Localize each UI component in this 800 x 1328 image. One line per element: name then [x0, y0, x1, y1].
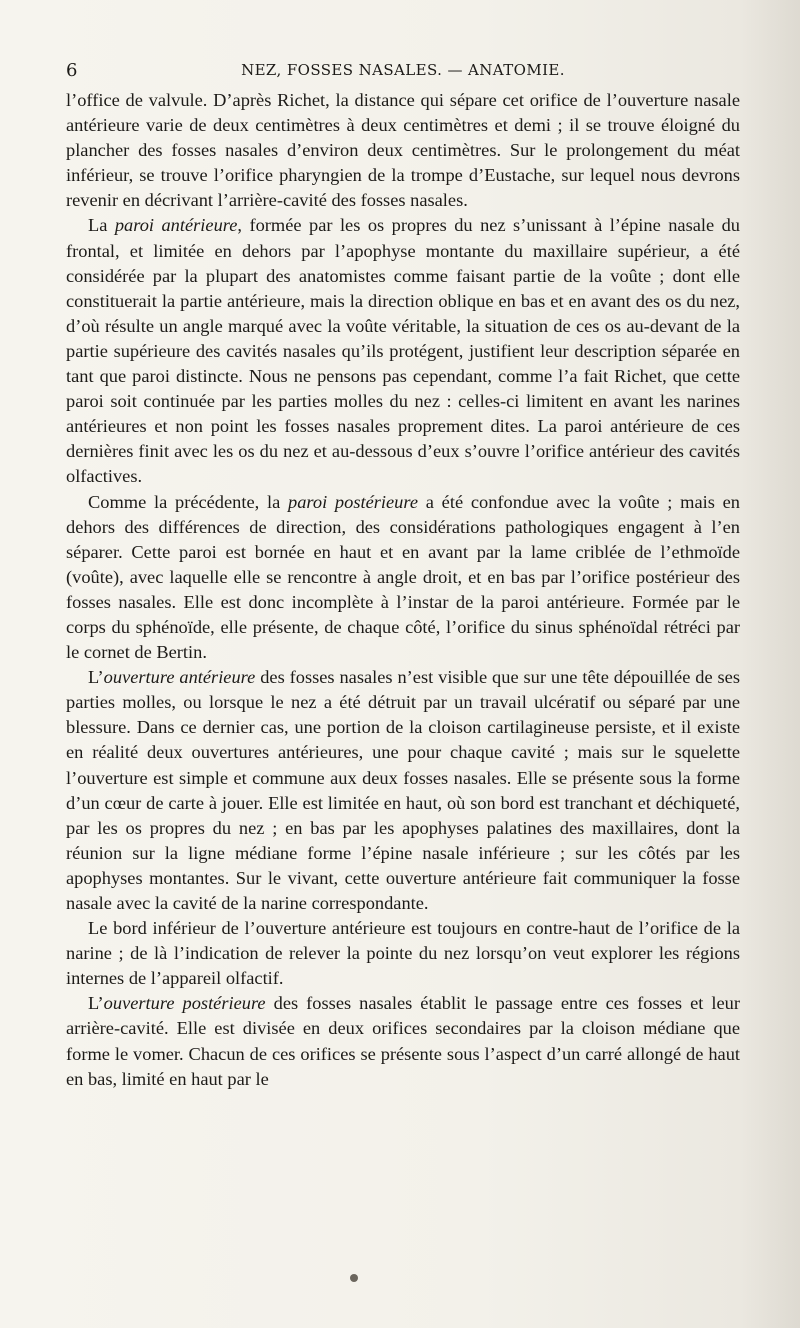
- text-segment: des fosses nasales établit le passage entre ces fosses et leur arrière-cavité. Elle est divisée en deux orifices secondaires par la cloison médiane que forme le vomer. Chacun de ces orifices se présente sous l’aspect d’un carré allongé de haut en bas, limité en haut par le: [66, 993, 741, 1089]
- italic-term: paroi antérieure: [114, 215, 238, 236]
- text-segment: Le bord inférieur de l’ouverture antérieure est toujours en contre-haut de l’orifice de la narine ; de là l’indication de relever la pointe du nez lorsqu’on veut explorer les régions internes de l’appareil olfactif.: [66, 918, 740, 989]
- text-segment: La: [88, 215, 115, 236]
- paragraph-ouverture-posterieure: [66, 991, 740, 1091]
- italic-term: paroi postérieure: [288, 491, 419, 512]
- paragraph-ouverture-anterieure: [66, 665, 740, 916]
- paragraph-1: [66, 88, 740, 213]
- text-segment: l’office de valvule. D’après Richet, la distance qui sépare cet orifice de l’ouverture nasale antérieure varie de deux centimètres à deux centimètres et demi ; il se trouve éloigné du plancher des fosses nasales d’environ deux centimètres. Sur le prolongement du méat inférieur, se trouve l’orifice pharyngien de la trompe d’Eustache, sur lequel nous devrons revenir en décrivant l’arrière-cavité des fosses nasales.: [66, 90, 740, 211]
- paragraph-bord-inferieur: [66, 916, 740, 991]
- running-title: NEZ, FOSSES NASALES. — ANATOMIE.: [241, 61, 565, 79]
- paragraph-paroi-anterieure: [66, 213, 740, 489]
- page-header: [66, 60, 740, 82]
- italic-term: ouverture postérieure: [103, 993, 266, 1014]
- text-segment: des fosses nasales n’est visible que sur une tête dépouillée de ses parties molles, ou lorsque le nez a été détruit par un travail ulcératif ou séparé par une blessure. Dans ce dernier cas, une portion de la cloison cartilagineuse persiste, et il existe en réalité deux ouvertures antérieures, une pour chaque cavité ; mais sur le squelette l’ouverture est simple et commune aux deux fosses nasales. Elle se présente sous la forme d’un cœur de carte à jouer. Elle est limitée en haut, où son bord est tranchant et déchiqueté, par les os propres du nez ; en bas par les apophyses palatines des maxillaires, dont la réunion sur la ligne médiane forme l’épine nasale inférieure ; sur les côtés par les apophyses montantes. Sur le vivant, cette ouverture antérieure fait communiquer la fosse nasale avec la cavité de la narine correspondante.: [66, 667, 740, 913]
- text-segment: , formée par les os propres du nez s’unissant à l’épine nasale du frontal, et limitée en dehors par l’apophyse montante du maxillaire supérieur, a été considérée par la plupart des anatomistes comme faisant partie de la voûte ; dont elle constituerait la partie antérieure, mais la direction oblique en bas et en avant des os du nez, d’où résulte un angle marqué avec la voûte véritable, la situation de ces os au-devant de la partie supérieure des cavités nasales qu’ils protégent, justifient leur description séparée en tant que paroi distincte. Nous ne pensons pas cependant, comme l’a fait Richet, que cette paroi soit continuée par les parties molles du nez : celles-ci limitent en avant les narines antérieures et non point les fosses nasales proprement dites. La paroi antérieure de ces dernières finit avec les os du nez et au-dessous d’eux s’ouvre l’orifice antérieur des cavités olfactives.: [66, 215, 741, 487]
- ink-speck: [350, 1274, 358, 1282]
- body-text: [66, 88, 740, 1092]
- text-segment: L’: [88, 667, 104, 688]
- page-number: 6: [66, 60, 78, 81]
- text-segment: Comme la précédente, la: [88, 491, 289, 512]
- paragraph-paroi-posterieure: [66, 490, 740, 666]
- text-segment: a été confondue avec la voûte ; mais en dehors des différences de direction, des considérations pathologiques engagent à l’en séparer. Cette paroi est bornée en haut et en avant par la lame criblée de l’ethmoïde (voûte), avec laquelle elle se rencontre à angle droit, et en bas par l’orifice postérieur des fosses nasales. Elle est donc incomplète à l’instar de la paroi antérieure. Formée par le corps du sphénoïde, elle présente, de chaque côté, l’orifice du sinus sphénoïdal rétréci par le cornet de Bertin.: [66, 491, 740, 663]
- italic-term: ouverture antérieure: [103, 667, 256, 688]
- page-edge-shadow: [740, 0, 800, 1328]
- text-segment: L’: [88, 993, 104, 1014]
